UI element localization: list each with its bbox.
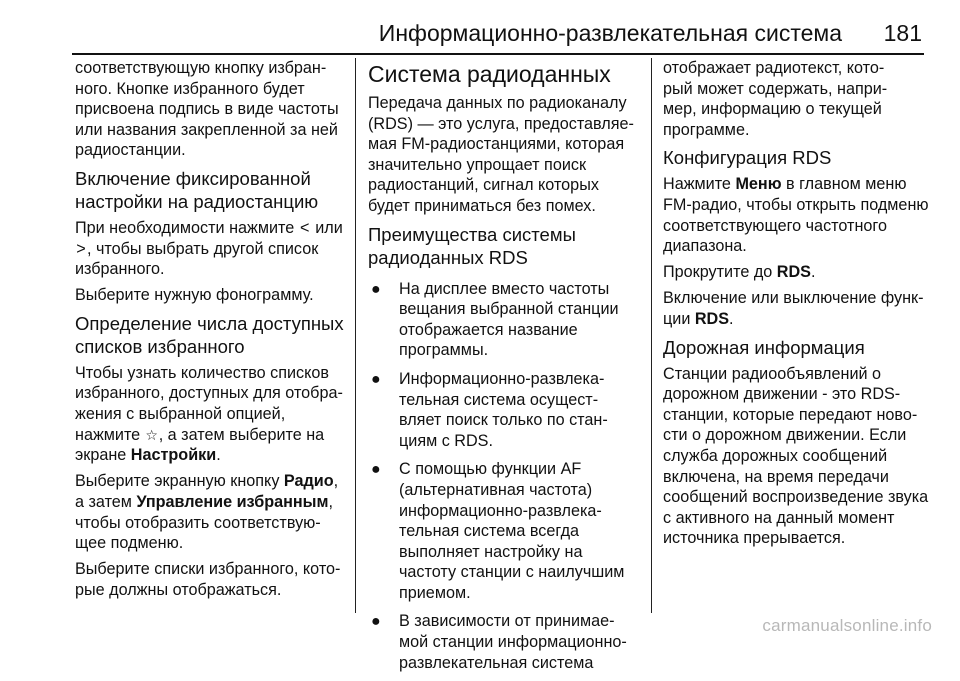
col3-paragraph-scroll: Прокрутите до RDS. xyxy=(663,263,816,282)
column-divider-right xyxy=(651,58,652,613)
bullet-icon: ● xyxy=(371,461,381,479)
heading-rds-config: Конфигурация RDS xyxy=(663,147,832,169)
star-icon: ☆ xyxy=(145,426,158,443)
less-than-icon: < xyxy=(300,218,310,237)
header-title: Информационно-развлекательная система xyxy=(378,20,842,46)
col2-paragraph-rds: Передача данных по радиоканалу (RDS) — это услуга, предоставляе- мая FM-радиостанциями, которая значительно упрощает поиск радиостанций, сигнал которых будет приниматься без помех. xyxy=(368,94,634,215)
advantages-list xyxy=(368,279,638,674)
col1-paragraph-navigation: При необходимости нажмите < или >, чтобы выбрать другой список избранного. xyxy=(75,218,343,279)
list-item: ● В зависимости от принимае- мой станции информационно- развлекательная система xyxy=(371,612,627,672)
column-divider-left xyxy=(355,58,356,613)
col3-paragraph-traffic: Станции радиообъявлений о дорожном движении - это RDS- станции, которые передают ново- сти о дорожном движении. Если служба дорожных сообщений включена, на время передачи сообщений воспроизведение звука с активного на данный момент источника прерывается. xyxy=(663,364,929,548)
column-2 xyxy=(368,58,638,681)
col3-continuation: отображает радиотекст, кото- рый может содержать, напри- мер, информацию о текущей программе. xyxy=(663,59,888,139)
heading-rds-system: Система радиоданных xyxy=(368,61,611,87)
column-3 xyxy=(663,58,933,554)
heading-favorites-count: Определение числа доступных списков избранного xyxy=(75,312,344,357)
list-item: ● На дисплее вместо частоты вещания выбранной станции отображается название программы. xyxy=(371,279,619,360)
col1-paragraph-radio: Выберите экранную кнопку Радио, а затем Управление избранным, чтобы отобразить соответствую- щее подменю. xyxy=(75,472,339,553)
list-item: ● Информационно-развлека- тельная система осущест- вляет поиск только по стан- циям с RDS. xyxy=(371,369,608,450)
heading-rds-advantages: Преимущества системы радиоданных RDS xyxy=(368,223,576,268)
header-divider xyxy=(72,53,924,55)
page-number: 181 xyxy=(883,20,922,46)
bullet-icon: ● xyxy=(371,613,381,631)
col1-paragraph-lists: Выберите списки избранного, кото- рые должны отображаться. xyxy=(75,560,341,599)
col1-paragraph-count: Чтобы узнать количество списков избранного, доступных для отобра- жения с выбранной опцией, нажмите ☆, а затем выберите на экране Настройки. xyxy=(75,363,343,465)
watermark: carmanualsonline.info xyxy=(762,616,932,635)
col1-intro-paragraph: соответствующую кнопку избран- ного. Кнопке избранного будет присвоена подпись в виде частоты или названия закрепленной за ней радиостанции. xyxy=(75,59,339,160)
column-1 xyxy=(75,58,350,606)
col3-paragraph-toggle: Включение или выключение функ- ции RDS. xyxy=(663,289,924,328)
col1-paragraph-select-track: Выберите нужную фонограмму. xyxy=(75,286,314,305)
list-item: ● С помощью функции AF (альтернативная частота) информационно-развлека- тельная система всегда выполняет настройку на частоту станции с наилучшим приемом. xyxy=(371,460,625,602)
heading-traffic-info: Дорожная информация xyxy=(663,336,865,358)
col3-paragraph-menu: Нажмите Меню в главном меню FM-радио, чтобы открыть подменю соответствующего частотного диапазона. xyxy=(663,175,929,256)
heading-enable-preset: Включение фиксированной настройки на радиостанцию xyxy=(75,167,319,212)
bullet-icon: ● xyxy=(371,370,381,388)
greater-than-icon: > xyxy=(76,239,86,258)
page-header xyxy=(0,0,960,58)
bullet-icon: ● xyxy=(371,280,381,298)
